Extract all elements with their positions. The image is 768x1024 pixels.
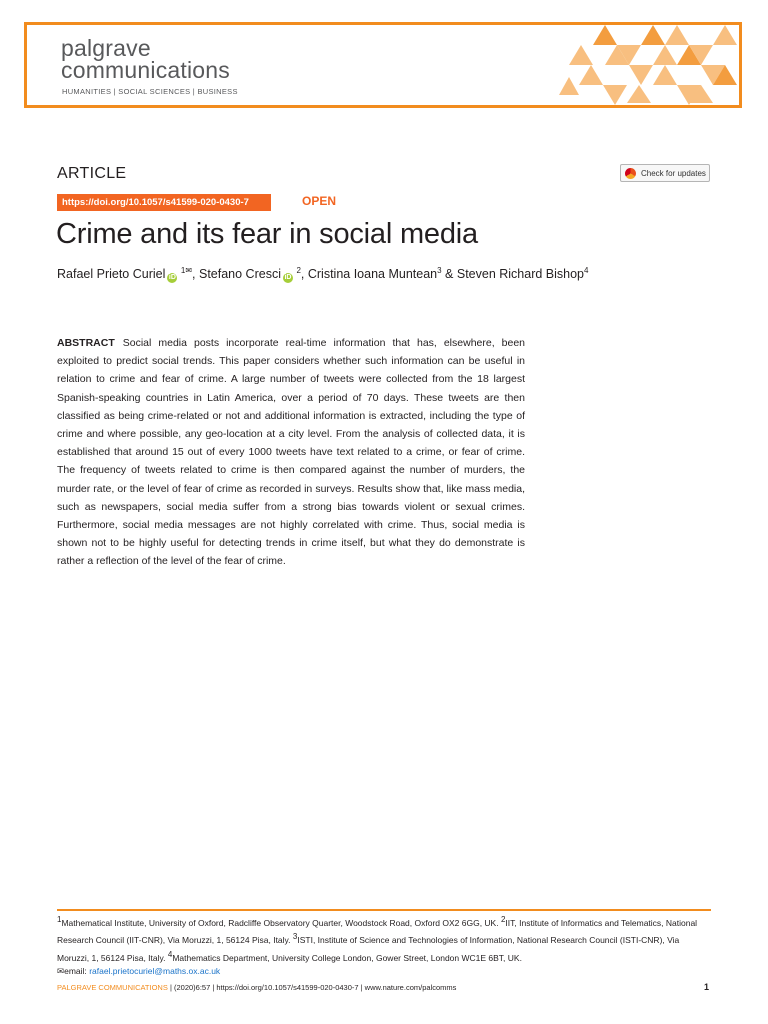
journal-logo-line1: palgrave	[61, 35, 151, 61]
author-affiliation-sup: 1✉	[180, 266, 193, 275]
affiliation-text: Mathematical Institute, University of Oxford, Radcliffe Observatory Quarter, Woodstock Road, Oxford OX2 6GG, UK.	[61, 917, 499, 928]
affiliation-sup: 1	[57, 915, 62, 924]
abstract-text: Social media posts incorporate real-time information that has, elsewhere, been exploited to predict social trends. This paper considers whether such information can be useful in relation to crime and fear of crime. A large number of tweets were collected from the 18 largest Spanish-speaking countries in Latin America, over a period of 70 days. These tweets are then classified as being crime-related or not and additional information is extracted, including the type of crime and where possible, any geo-location at a city level. From the analysis of collected data, it is established that around 15 out of every 1000 tweets have text related to a crime, or fear of crime. The frequency of tweets related to crime is then compared against the number of murders, the murder rate, or the level of fear of crime as recorded in surveys. Results show that, like mass media, such as newspapers, social media suffer from a strong bias towards violent or sexual crimes. Furthermore, social media messages are not highly correlated with crime. Thus, social media is shown not to be highly useful for detecting trends in crime itself, but what they do demonstrate is rather a reflection of the level of the fear of crime.	[57, 337, 525, 568]
check-for-updates-label: Check for updates	[641, 168, 706, 178]
author-affiliation-sup: 4	[584, 266, 589, 275]
article-type-label: ARTICLE	[57, 165, 127, 182]
affiliation-sup: 3	[292, 932, 298, 942]
affiliation-text: ISTI, Institute of Science and Technologies of Information, National Research Council (ISTI-CNR), Via Moruzzi, 1, 56124 Pisa, Italy.	[57, 935, 680, 963]
author-name[interactable]: Cristina Ioana Muntean	[307, 267, 438, 282]
journal-header	[24, 22, 742, 108]
author-name[interactable]: Stefano Cresci	[198, 267, 281, 282]
abstract-heading: ABSTRACT	[57, 337, 115, 349]
abstract	[57, 334, 525, 571]
check-for-updates-button[interactable]	[620, 164, 710, 182]
journal-tagline: HUMANITIES | SOCIAL SCIENCES | BUSINESS	[62, 87, 238, 96]
orcid-icon[interactable]: iD	[168, 274, 176, 282]
doi-link[interactable]: https://doi.org/10.1057/s41599-020-0430-7	[57, 194, 271, 211]
page-footer	[57, 983, 456, 992]
email-label: email:	[64, 966, 87, 977]
affiliation-text: Mathematics Department, University College London, Gower Street, London WC1E 6BT, UK.	[172, 952, 522, 963]
orcid-icon[interactable]: iD	[284, 274, 292, 282]
author-list: Rafael Prieto Curiel iD $^{1✉}$, Stefano Cresci iD $^2$, Cristina Ioana Muntean$^3$ & Steven Richard Bishop$^4$	[57, 266, 589, 282]
affiliations-footnote	[57, 913, 711, 979]
author-affiliation-sup: 3	[437, 266, 442, 275]
mail-icon: ✉	[57, 966, 65, 977]
affiliation-sup: 2	[500, 915, 506, 924]
footer-journal-name: PALGRAVE COMMUNICATIONS	[57, 983, 168, 992]
footer-citation: | (2020)6:57 | https://doi.org/10.1057/s41599-020-0430-7 | www.nature.com/palcomms	[167, 983, 457, 992]
crossmark-icon	[625, 168, 636, 179]
author-name[interactable]: Rafael Prieto Curiel	[57, 267, 166, 282]
page-number: 1	[704, 982, 710, 992]
journal-logo-line2: communications	[61, 57, 230, 83]
author-name[interactable]: Steven Richard Bishop	[456, 267, 585, 282]
open-access-label: OPEN	[302, 194, 337, 208]
header-pattern-icon	[549, 25, 739, 105]
affiliation-sup: 4	[167, 949, 173, 959]
footnote-divider	[57, 909, 711, 911]
affiliation-text: IIT, Institute of Informatics and Telematics, National Research Council (IIT-CNR), Via Moruzzi, 1, 56124 Pisa, Italy.	[57, 917, 698, 946]
article-title: Crime and its fear in social media	[56, 218, 478, 250]
email-link[interactable]: rafael.prietocuriel@maths.ox.ac.uk	[89, 966, 221, 977]
author-affiliation-sup: 2	[296, 266, 301, 275]
